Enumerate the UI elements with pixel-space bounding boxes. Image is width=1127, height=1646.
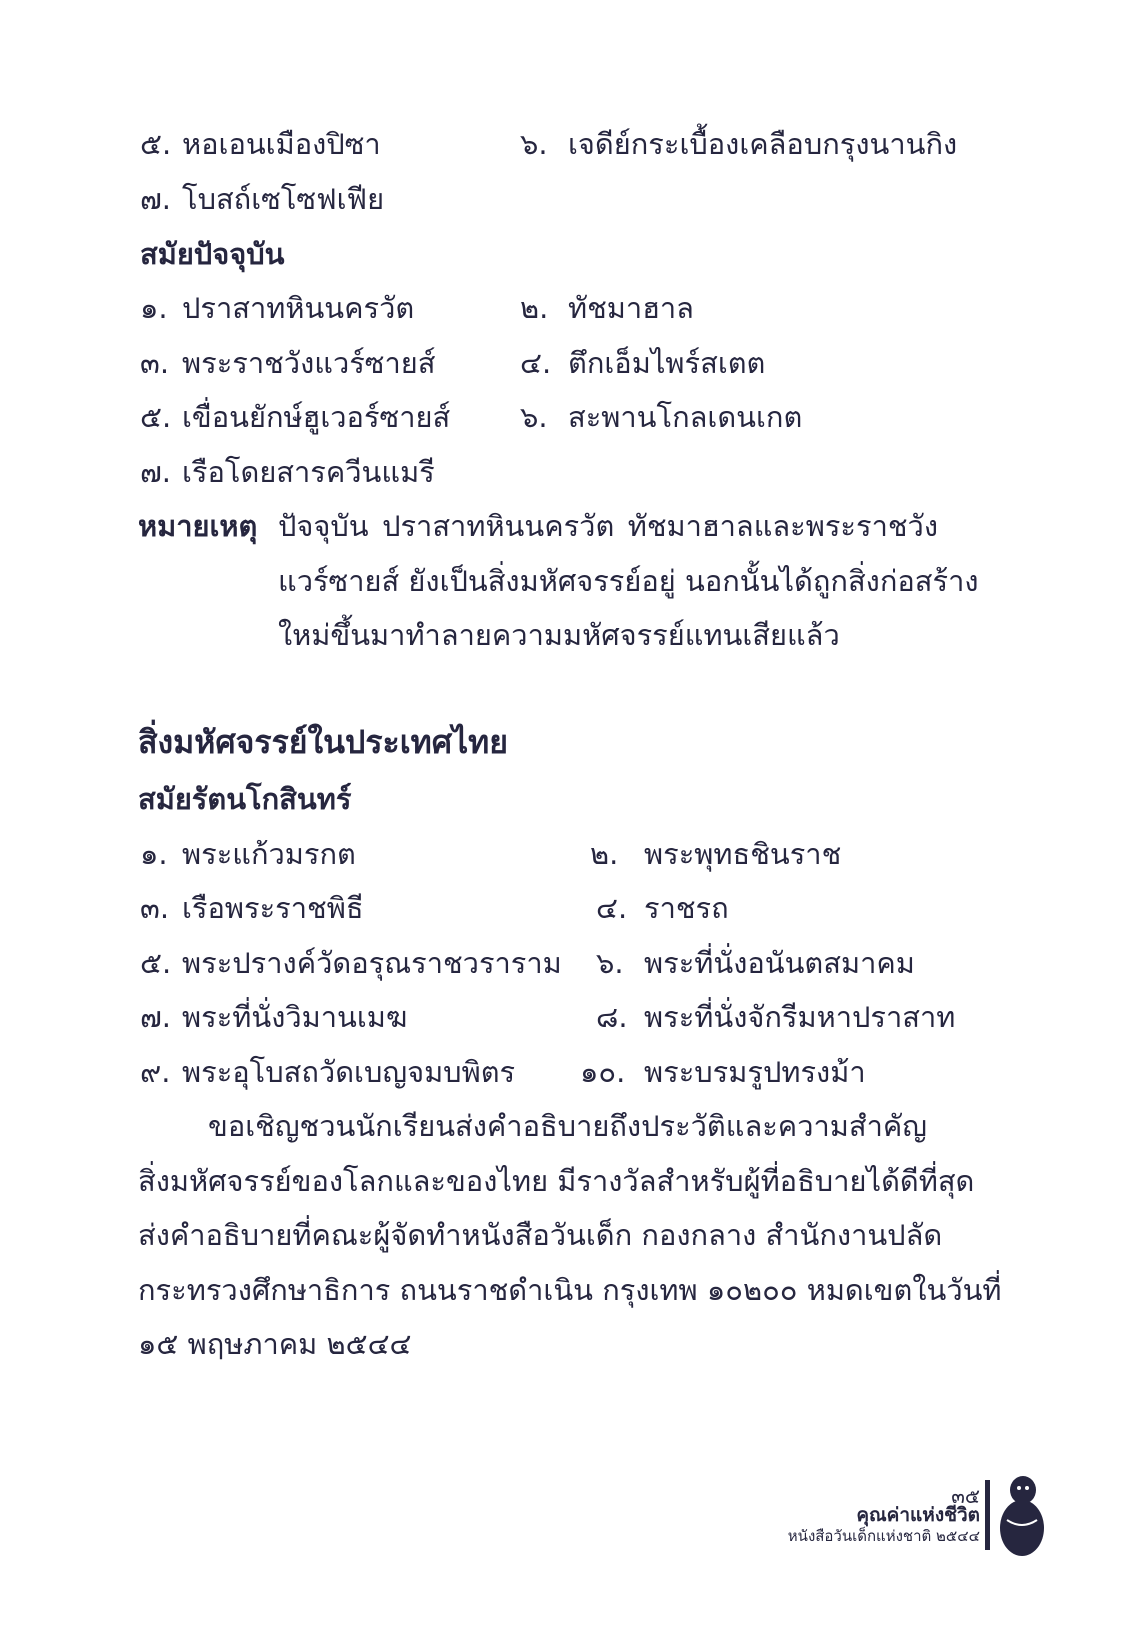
item-text: โบสถ์เซโซฟเฟีย (182, 182, 385, 216)
page-number: ๓๕ (951, 1484, 980, 1508)
paragraph-line-text: ขอเชิญชวนนักเรียนส่งคำอธิบายถึงประวัติและความสำคัญ (208, 1109, 927, 1143)
item-text: สะพานโกลเดนเกต (568, 400, 803, 434)
paragraph-line (208, 1106, 938, 1146)
item-number: ๓. (140, 891, 170, 925)
footer-divider (985, 1480, 990, 1550)
item-number: ๗. (140, 455, 172, 489)
item-text: พระปรางค์วัดอรุณราชวราราม (182, 946, 562, 980)
item-text: พระแก้วมรกต (182, 837, 356, 871)
item-number: ๕. (140, 400, 172, 434)
paragraph-line-text: กระทรวงศึกษาธิการ ถนนราชดำเนิน กรุงเทพ ๑๐๒๐๐ หมดเขตในวันที่ (138, 1273, 1002, 1307)
note-line (278, 561, 979, 601)
item-number: ๗. (140, 182, 172, 216)
item-text: พระราชวังแวร์ซายส์ (182, 346, 436, 380)
note-line-text: แวร์ซายส์ ยังเป็นสิ่งมหัศจรรย์อยู่ นอกนั้นได้ถูกสิ่งก่อสร้าง (278, 564, 979, 598)
item-text: เรือพระราชพิธี (182, 891, 364, 925)
item-number: ๕. (140, 946, 172, 980)
item-number: ๕. (140, 127, 172, 161)
item-number: ๖. (520, 127, 548, 161)
note-line (278, 506, 938, 546)
section-title-thai-wonders: สิ่งมหัศจรรย์ในประเทศไทย (138, 723, 508, 761)
item-number: ๘. (596, 1000, 628, 1034)
child-figure-icon (995, 1468, 1049, 1558)
item-text: ปราสาทหินนครวัต (182, 291, 415, 325)
paragraph-line (138, 1215, 943, 1255)
item-text: เขื่อนยักษ์ฮูเวอร์ซายส์ (182, 400, 451, 434)
note-label: หมายเหตุ (138, 509, 258, 543)
item-number: ๗. (140, 1000, 172, 1034)
item-number: ๔. (520, 346, 552, 380)
item-number: ๑. (140, 291, 168, 325)
item-text: พระอุโบสถวัดเบญจมบพิตร (182, 1055, 516, 1089)
item-text: ตึกเอ็มไพร์สเตต (568, 346, 766, 380)
item-text: พระที่นั่งวิมานเมฆ (182, 1000, 408, 1034)
item-text: พระที่นั่งอนันตสมาคม (644, 946, 915, 980)
item-number: ๖. (520, 400, 548, 434)
item-number: ๑. (140, 837, 168, 871)
item-text: หอเอนเมืองปิซา (182, 127, 381, 161)
item-text: ทัชมาฮาล (568, 291, 694, 325)
footer-book-subtitle: หนังสือวันเด็กแห่งชาติ ๒๕๔๔ (787, 1527, 980, 1545)
item-number: ๒. (590, 837, 619, 871)
item-text: เรือโดยสารควีนแมรี (182, 455, 435, 489)
section-heading-rattanakosin: สมัยรัตนโกสินทร์ (138, 782, 352, 816)
note-line: ใหม่ขึ้นมาทำลายความมหัศจรรย์แทนเสียแล้ว (278, 618, 840, 652)
item-number: ๖. (596, 946, 624, 980)
item-number: ๓. (140, 346, 170, 380)
note-line-text: ปัจจุบัน ปราสาทหินนครวัต ทัชมาฮาลและพระราชวัง (278, 509, 938, 543)
item-number: ๑๐. (580, 1055, 626, 1089)
paragraph-line (138, 1161, 975, 1201)
item-number: ๙. (140, 1055, 171, 1089)
item-text: เจดีย์กระเบื้องเคลือบกรุงนานกิง (568, 127, 958, 161)
footer-book-title: คุณค่าแห่งชีวิต (856, 1504, 980, 1526)
paragraph-line: ๑๕ พฤษภาคม ๒๕๔๔ (138, 1327, 412, 1361)
item-number: ๔. (596, 891, 628, 925)
paragraph-line-text: สิ่งมหัศจรรย์ของโลกและของไทย มีรางวัลสำหรับผู้ที่อธิบายได้ดีที่สุด (138, 1164, 975, 1198)
paragraph-line-text: ส่งคำอธิบายที่คณะผู้จัดทำหนังสือวันเด็ก กองกลาง สำนักงานปลัด (138, 1218, 943, 1252)
item-text: พระที่นั่งจักรีมหาปราสาท (644, 1000, 956, 1034)
item-text: พระพุทธชินราช (644, 837, 842, 871)
paragraph-line (138, 1270, 1002, 1310)
item-text: พระบรมรูปทรงม้า (644, 1055, 866, 1089)
section-heading-modern: สมัยปัจจุบัน (140, 237, 285, 271)
item-text: ราชรถ (644, 891, 729, 925)
item-number: ๒. (520, 291, 549, 325)
